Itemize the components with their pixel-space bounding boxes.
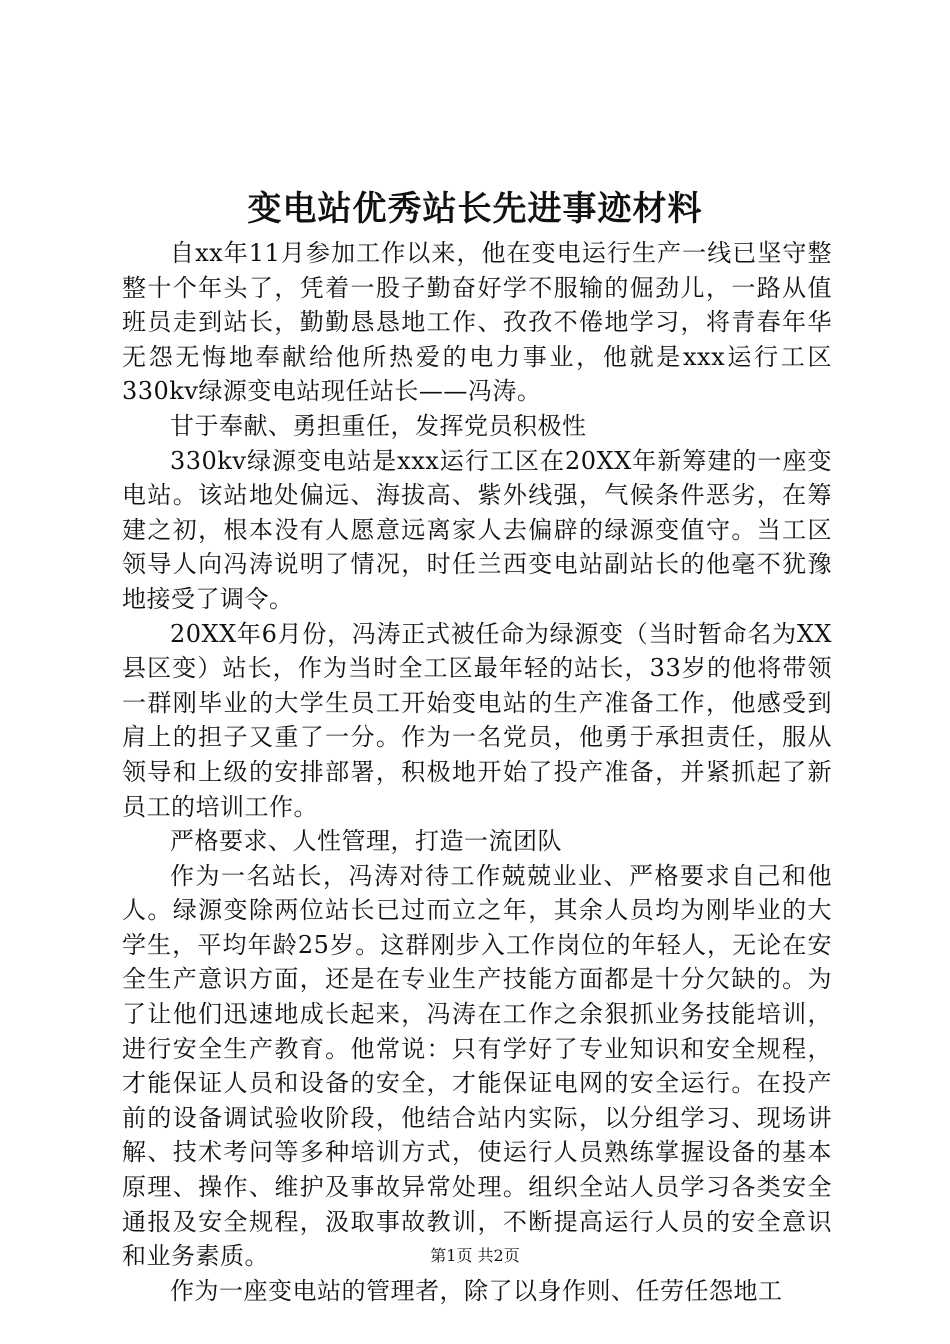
paragraph-training: 作为一名站长，冯涛对待工作兢兢业业、严格要求自己和他人。绿源变除两位站长已过而立之年，其余人员均为刚毕业的大学生，平均年龄25岁。这群刚步入工作岗位的年轻人，无论在安全生产意识方面，还是在专业生产技能方面都是十分欠缺的。为了让他们迅速地成长起来，冯涛在工作之余狠抓业务技能培训，进行安全生产教育。他常说：只有学好了专业知识和安全规程，才能保证人员和设备的安全，才能保证电网的安全运行。在投产前的设备调试验收阶段，他结合站内实际，以分组学习、现场讲解、技术考问等多种培训方式，使运行人员熟练掌握设备的基本原理、操作、维护及事故异常处理。组织全站人员学习各类安全通报及安全规程，汲取事故教训，不断提高运行人员的安全意识和业务素质。	[122, 861, 832, 1271]
section-heading-management: 严格要求、人性管理，打造一流团队	[170, 827, 562, 856]
document-title: 变电站优秀站长先进事迹材料	[247, 189, 703, 229]
section-heading-dedication: 甘于奉献、勇担重任，发挥党员积极性	[170, 411, 587, 440]
document-body	[122, 236, 832, 1308]
paragraph-appointment: 20XX年6月份，冯涛正式被任命为绿源变（当时暂命名为XX县区变）站长，作为当时全工区最年轻的站长，33岁的他将带领一群刚毕业的大学生员工开始变电站的生产准备工作，他感受到肩上的担子又重了一分。作为一名党员，他勇于承担责任，服从领导和上级的安排部署，积极地开始了投产准备，并紧抓起了新员工的培训工作。	[122, 619, 832, 821]
page-footer: 第1页 共2页	[430, 1246, 520, 1265]
paragraph-intro: 自xx年11月参加工作以来，他在变电运行生产一线已坚守整整十个年头了，凭着一股子勤奋好学不服输的倔劲儿，一路从值班员走到站长，勤勤恳恳地工作、孜孜不倦地学习，将青春年华无怨无悔地奉献给他所热爱的电力事业，他就是xxx运行工区330kv绿源变电站现任站长——冯涛。	[122, 239, 832, 406]
paragraph-manager: 作为一座变电站的管理者，除了以身作则、任劳任怨地工	[170, 1276, 783, 1305]
paragraph-station-background: 330kv绿源变电站是xxx运行工区在20XX年新筹建的一座变电站。该站地处偏远、海拔高、紫外线强，气候条件恶劣，在筹建之初，根本没有人愿意远离家人去偏辟的绿源变值守。当工区领导人向冯涛说明了情况，时任兰西变电站副站长的他毫不犹豫地接受了调令。	[122, 446, 832, 613]
